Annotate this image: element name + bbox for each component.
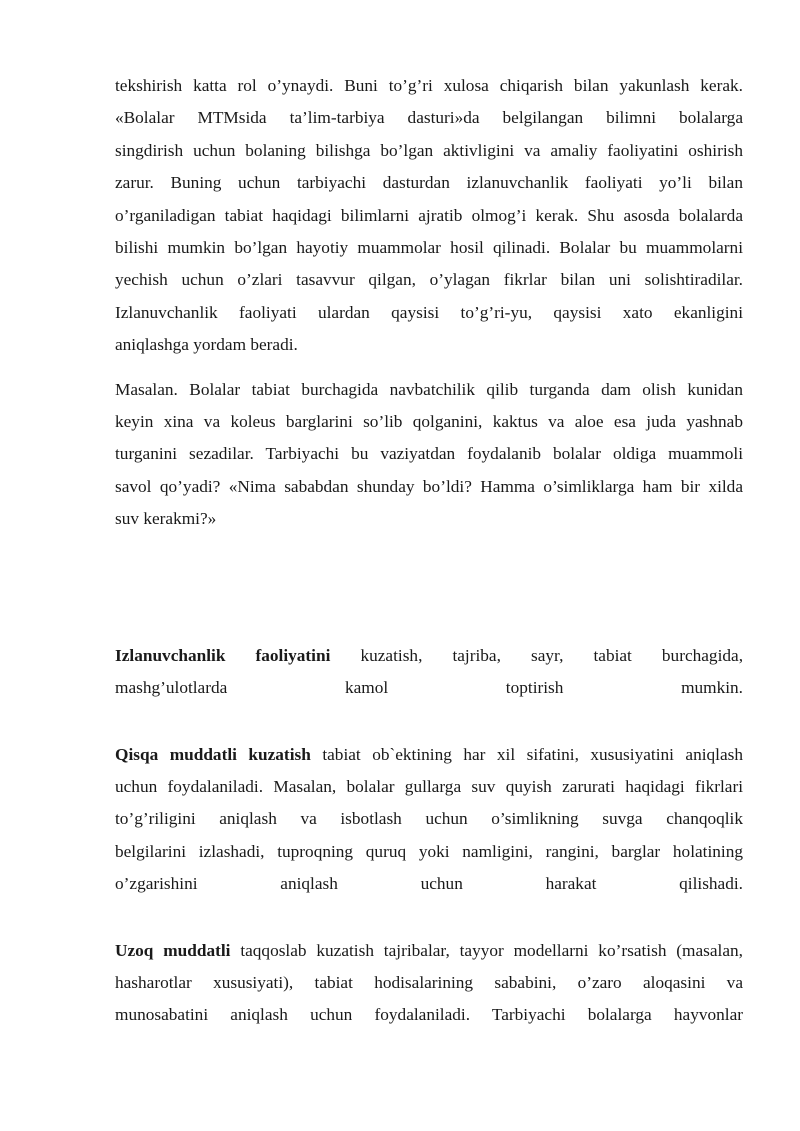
text-line: o’rganiladigan tabiat haqidagi bilimlarni ajratib olmog’i kerak. Shu asosda bolalarda [115,205,743,225]
text-line: savol qo’yadi? «Nima sababdan shunday bo’ldi? Hamma o’simliklarga ham bir xilda [115,476,743,496]
paragraph-2 [115,374,743,536]
text-line: aniqlashga yordam beradi. [115,335,298,355]
bold-lead: Uzoq muddatli [115,940,231,960]
text-run: kuzatish, tajriba, sayr, tabiat burchagida, [360,645,744,665]
text-line: uchun foydalaniladi. Masalan, bolalar gullarga suv quyish zarurati haqidagi fikrlari [115,776,743,796]
paragraph-1 [115,70,743,362]
text-line: Izlanuvchanlik faoliyati ulardan qaysisi to’g’ri-yu, qaysisi xato ekanligini [115,302,743,322]
text-line: Masalan. Bolalar tabiat burchagida navbatchilik qilib turganda dam olish kunidan [115,379,743,399]
bold-lead: Qisqa muddatli kuzatish [115,744,311,764]
text-line: turganini sezadilar. Tarbiyachi bu vaziyatdan foydalanib bolalar oldiga muammoli [115,444,743,464]
text-line: tekshirish katta rol o’ynaydi. Buni to’g’ri xulosa chiqarish bilan yakunlash kerak. [115,76,743,95]
text-line: bilishi mumkin bo’lgan hayotiy muammolar hosil qilinadi. Bolalar bu muammolarni [115,238,743,258]
text-line: to’g’riligini aniqlash va isbotlash uchun o’simlikning suvga chanqoqlik [115,809,743,829]
text-line [115,739,743,771]
text-line: suv kerakmi?» [115,509,217,529]
text-line: zarur. Buning uchun tarbiyachi dasturdan izlanuvchanlik faoliyati yo’li bilan [115,173,743,193]
paragraph-5 [115,935,743,1032]
text-line: keyin xina va koleus barglarini so’lib qolganini, kaktus va aloe esa juda yashnab [115,412,743,432]
text-line: munosabatini aniqlash uchun foydalaniladi. Tarbiyachi bolalarga hayvonlar [115,1005,743,1025]
paragraph-3 [115,640,743,705]
text-line: yechish uchun o’zlari tasavvur qilgan, o’ylagan fikrlar bilan uni solishtiradilar. [115,270,743,290]
text-run: tabiat ob`ektining har xil sifatini, xususiyatini aniqlash [322,744,743,764]
text-run: taqqoslab kuzatish tajribalar, tayyor modellarni ko’rsatish (masalan, [240,940,743,960]
text-line: singdirish uchun bolaning bilishga bo’lgan aktivligini va amaliy faoliyatini oshirish [115,140,743,160]
text-line: o’zgarishini aniqlash uchun harakat qilishadi. [115,874,743,894]
text-line: hasharotlar xususiyati), tabiat hodisalarining sababini, o’zaro aloqasini va [115,972,743,992]
text-line: belgilarini izlashadi, tuproqning quruq yoki namligini, rangini, barglar holatining [115,841,743,861]
text-line: «Bolalar MTMsida ta’lim-tarbiya dasturi»da belgilangan bilimni bolalarga [115,108,743,128]
text-line [115,935,743,967]
document-page [115,70,743,1032]
text-line [115,640,743,672]
paragraph-4 [115,739,743,901]
bold-lead: Izlanuvchanlik faoliyatini [115,645,331,665]
text-line: mashg’ulotlarda kamol toptirish mumkin. [115,678,743,698]
